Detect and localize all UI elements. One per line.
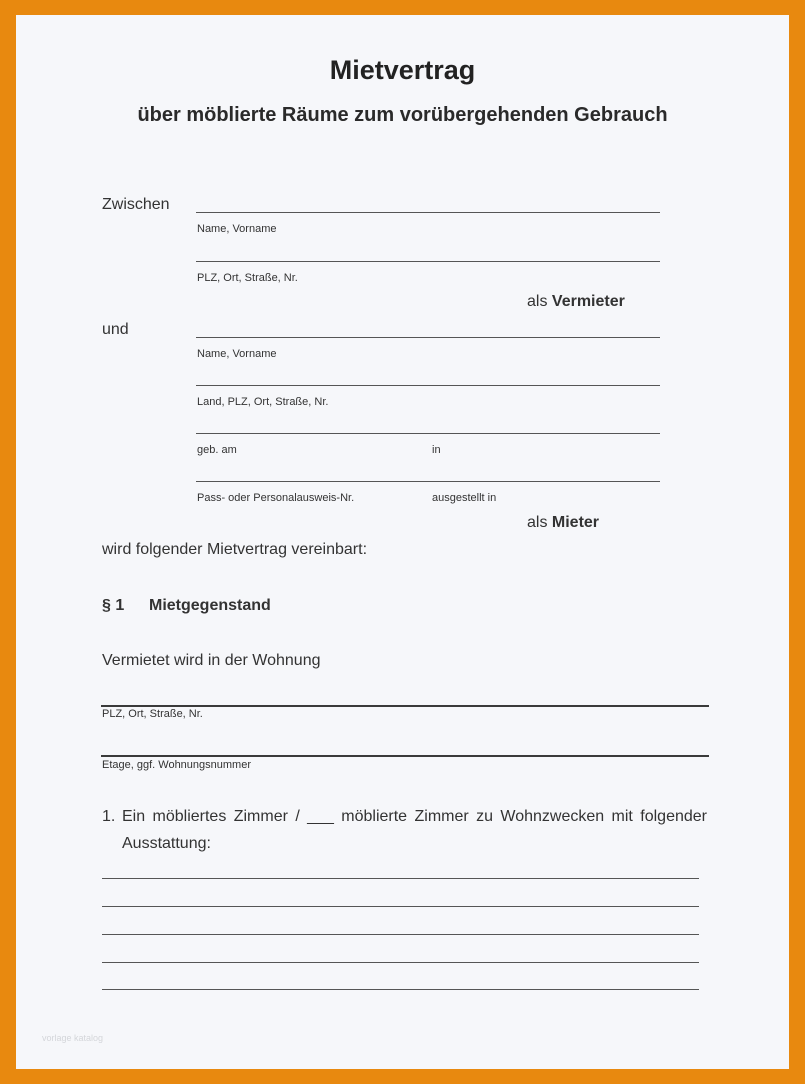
page-subtitle: über möblierte Räume zum vorübergehenden Gebrauch bbox=[137, 104, 668, 126]
apartment-floor-caption: Etage, ggf. Wohnungsnummer bbox=[102, 759, 251, 771]
and-label: und bbox=[102, 321, 129, 338]
furnishing-line[interactable] bbox=[102, 878, 699, 879]
section-number: § 1 bbox=[102, 597, 125, 614]
landlord-role-label: Vermieter bbox=[551, 293, 625, 310]
item-number: 1. bbox=[102, 808, 116, 825]
apartment-address-caption: PLZ, Ort, Straße, Nr. bbox=[102, 708, 203, 720]
furnishing-line[interactable] bbox=[102, 989, 699, 990]
tenant-address-line[interactable] bbox=[196, 385, 660, 386]
tenant-role bbox=[527, 514, 599, 532]
furnishing-line[interactable] bbox=[102, 934, 699, 935]
id-issued-caption: ausgestellt in bbox=[432, 492, 497, 504]
tenant-name-caption: Name, Vorname bbox=[197, 348, 277, 360]
tenant-id-line[interactable] bbox=[196, 481, 660, 482]
id-number-caption: Pass- oder Personalausweis-Nr. bbox=[197, 492, 355, 504]
page-title: Mietvertrag bbox=[329, 55, 476, 85]
landlord-name-caption: Name, Vorname bbox=[197, 223, 277, 235]
landlord-address-caption: PLZ, Ort, Straße, Nr. bbox=[197, 272, 298, 284]
tenant-name-line[interactable] bbox=[196, 337, 660, 338]
birth-date-caption: geb. am bbox=[197, 444, 237, 456]
furnishing-line[interactable] bbox=[102, 906, 699, 907]
tenant-address-caption: Land, PLZ, Ort, Straße, Nr. bbox=[197, 396, 329, 408]
section-heading: Mietgegenstand bbox=[149, 597, 271, 614]
item-text-line2: Ausstattung: bbox=[122, 835, 211, 852]
item-text-line1: Ein möbliertes Zimmer / ___ möblierte Zimmer zu Wohnzwecken mit folgender bbox=[122, 808, 707, 825]
landlord-address-line[interactable] bbox=[196, 261, 660, 262]
landlord-role bbox=[527, 293, 625, 311]
as-prefix: als bbox=[527, 514, 548, 531]
document-page bbox=[16, 15, 789, 1069]
watermark: vorlage katalog bbox=[42, 1033, 104, 1043]
apartment-address-line[interactable] bbox=[101, 705, 709, 707]
between-label: Zwischen bbox=[102, 196, 170, 213]
agreement-text: wird folgender Mietvertrag vereinbart: bbox=[102, 541, 368, 558]
tenant-birth-line[interactable] bbox=[196, 433, 660, 434]
apartment-floor-line[interactable] bbox=[101, 755, 709, 757]
furnishing-line[interactable] bbox=[102, 962, 699, 963]
tenant-role-label: Mieter bbox=[551, 514, 600, 531]
as-prefix: als bbox=[527, 293, 548, 310]
birth-place-caption: in bbox=[432, 444, 441, 456]
landlord-name-line[interactable] bbox=[196, 212, 660, 213]
section-intro: Vermietet wird in der Wohnung bbox=[102, 652, 321, 669]
